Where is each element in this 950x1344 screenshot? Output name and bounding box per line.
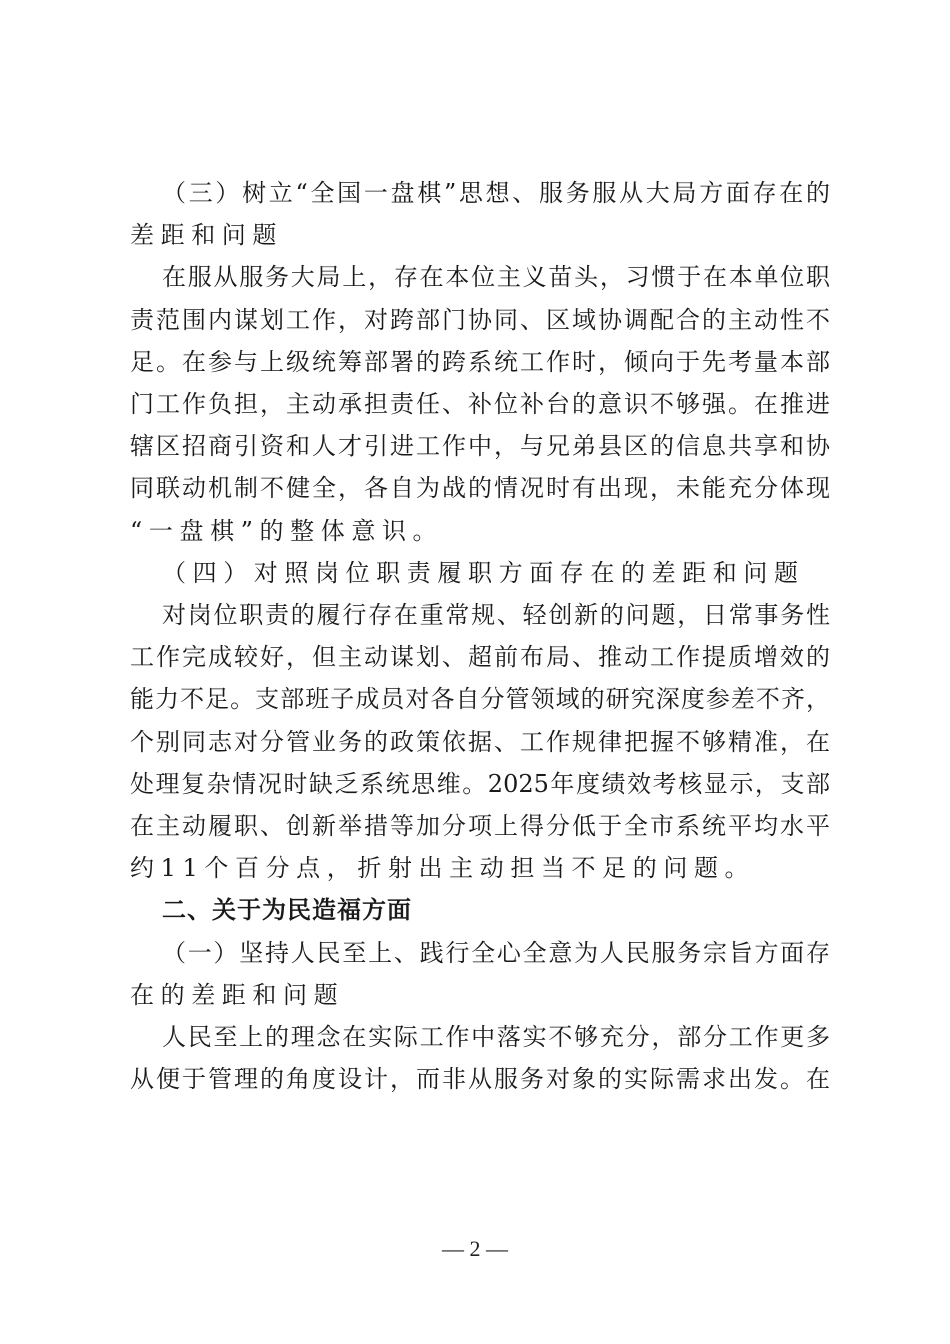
subsection-heading-line: 在的差距和问题	[130, 980, 345, 1009]
paragraph-line: 在主动履职、创新举措等加分项上得分低于全市系统平均水平	[130, 812, 830, 840]
paragraph-line: 辖区招商引资和人才引进工作中，与兄弟县区的信息共享和协	[130, 432, 830, 461]
paragraph-line: 门工作负担，主动承担责任、补位补台的意识不够强。在推进	[130, 390, 830, 418]
paragraph-line: “一盘棋”的整体意识。	[130, 516, 444, 545]
paragraph-line: 同联动机制不健全，各自为战的情况时有出现，未能充分体现	[130, 474, 830, 503]
paragraph-line: 对岗位职责的履行存在重常规、轻创新的问题，日常事务性	[162, 601, 830, 629]
paragraph-line: 个别同志对分管业务的政策依据、工作规律把握不够精准，在	[130, 727, 830, 756]
paragraph-line: 处理复杂情况时缺乏系统思维。2025年度绩效考核显示，支部	[130, 769, 830, 798]
paragraph-line: 从便于管理的角度设计，而非从服务对象的实际需求出发。在	[130, 1065, 830, 1094]
page-number: — 2 —	[442, 1236, 508, 1261]
subsection-heading-line: （三）树立“全国一盘棋”思想、服务服从大局方面存在的	[162, 179, 830, 207]
paragraph-line: 在服从服务大局上，存在本位主义苗头，习惯于在本单位职	[162, 263, 830, 292]
paragraph-line: 能力不足。支部班子成员对各自分管领域的研究深度参差不齐，	[130, 685, 830, 714]
paragraph-line: 工作完成较好，但主动谋划、超前布局、推动工作提质增效的	[130, 643, 830, 672]
paragraph-line: 约11个百分点，折射出主动担当不足的问题。	[130, 854, 756, 883]
paragraph-line: 责范围内谋划工作，对跨部门协同、区域协调配合的主动性不	[130, 305, 830, 334]
paragraph-line: 人民至上的理念在实际工作中落实不够充分，部分工作更多	[162, 1023, 830, 1051]
paragraph-line: 足。在参与上级统筹部署的跨系统工作时，倾向于先考量本部	[130, 347, 830, 376]
subsection-heading-line: （一）坚持人民至上、践行全心全意为人民服务宗旨方面存	[162, 938, 830, 967]
subsection-heading-line: （四）对照岗位职责履职方面存在的差距和问题	[162, 558, 805, 587]
subsection-heading-line: 差距和问题	[130, 221, 283, 250]
section-heading: 二、关于为民造福方面	[162, 896, 412, 925]
